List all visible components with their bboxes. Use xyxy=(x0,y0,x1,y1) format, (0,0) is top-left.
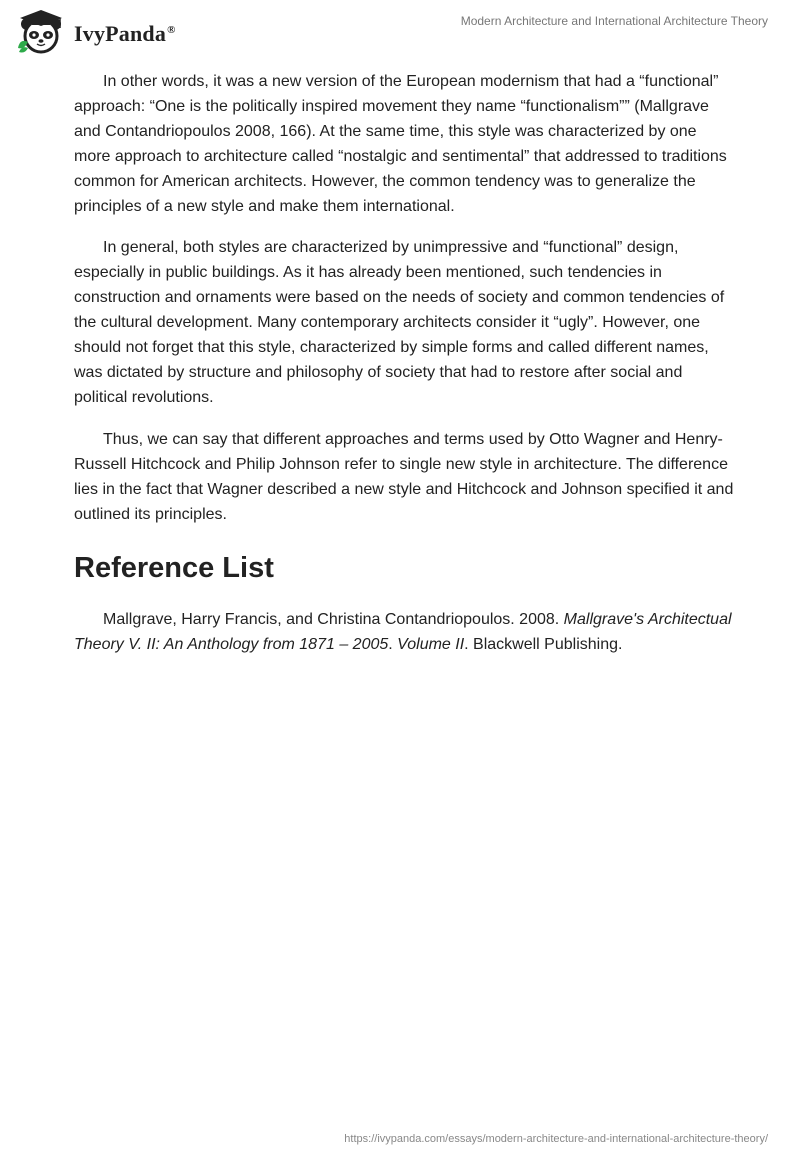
running-title: Modern Architecture and International Architecture Theory xyxy=(460,14,768,28)
brand-logo[interactable] xyxy=(16,8,176,56)
essay-body xyxy=(74,70,734,657)
reference-list-heading: Reference List xyxy=(74,552,274,585)
source-url[interactable]: https://ivypanda.com/essays/modern-architecture-and-international-architecture-theory/ xyxy=(344,1133,768,1145)
panda-mascot-icon xyxy=(16,8,66,56)
paragraph: In general, both styles are characterized by unimpressive and “functional” design, especially in public buildings. As it has already been mentioned, such tendencies in construction and ornaments were based on the needs of society and common tendencies of the cultural development. Many contemporary architects consider it “ugly”. However, one should not forget that this style, characterized by simple forms and called different names, was dictated by structure and philosophy of society that had to restore after social and political revolutions. xyxy=(74,239,725,406)
brand-name: IvyPanda® xyxy=(74,21,176,46)
paragraph: Thus, we can say that different approaches and terms used by Otto Wagner and Henry-Russell Hitchcock and Philip Johnson refer to single new style in architecture. The difference lies in the fact that Wagner described a new style and Hitchcock and Johnson specified it and outlined its principles. xyxy=(74,430,734,523)
reference-entry: Mallgrave, Harry Francis, and Christina Contandriopoulos. 2008. Mallgrave's Architectual Theory V. II: An Anthology from 1871 – 2005. Volume II. Blackwell Publishing. xyxy=(74,611,732,654)
paragraph: In other words, it was a new version of the European modernism that had a “functional” approach: “One is the politically inspired movement they name “functionalism”” (Mallgrave and Contandriopoulos 2008, 166). At the same time, this style was characterized by one more approach to architecture called “nostalgic and sentimental” that addressed to traditions common for American architects. However, the common tendency was to generalize the principles of a new style and make them international. xyxy=(74,73,727,215)
page-header xyxy=(0,0,800,64)
